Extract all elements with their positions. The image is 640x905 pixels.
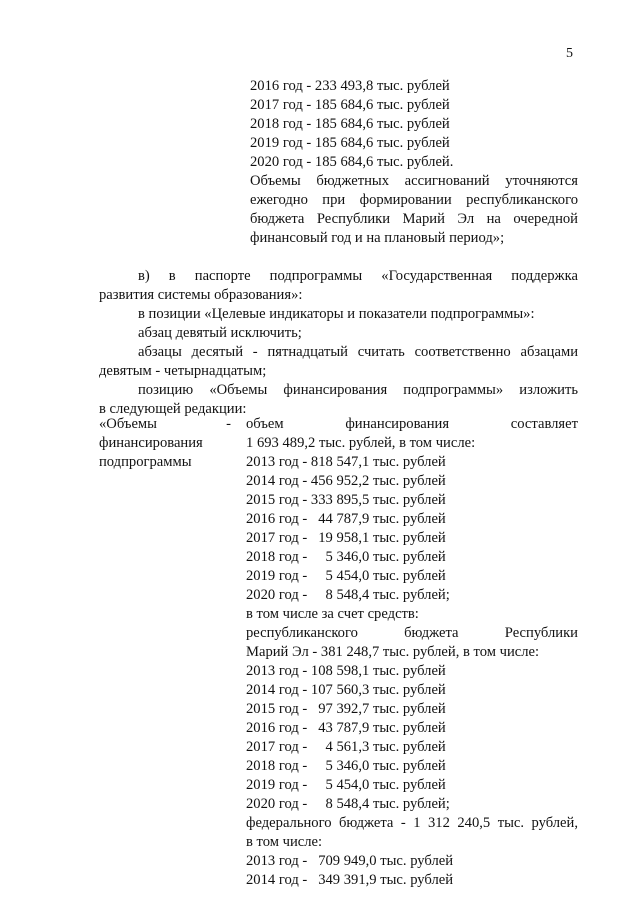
table-value-line: 2016 год - 43 787,9 тыс. рублей bbox=[246, 720, 446, 736]
table-label: «Объемы - bbox=[99, 416, 231, 432]
block1-line: 2016 год - 233 493,8 тыс. рублей bbox=[250, 78, 450, 94]
table-value-line: Марий Эл - 381 248,7 тыс. рублей, в том числе: bbox=[246, 644, 540, 660]
paragraph-line: развития системы образования»: bbox=[99, 287, 303, 303]
paragraph-line: в позиции «Целевые индикаторы и показатели подпрограммы»: bbox=[138, 306, 535, 322]
paragraph-line: в следующей редакции: bbox=[99, 401, 247, 417]
block1-line: 2020 год - 185 684,6 тыс. рублей. bbox=[250, 154, 454, 170]
table-value-line: 2015 год - 333 895,5 тыс. рублей bbox=[246, 492, 446, 508]
paragraph-line: позицию «Объемы финансирования подпрограммы» изложить bbox=[138, 382, 578, 398]
table-value-line: федерального бюджета - 1 312 240,5 тыс. рублей, bbox=[246, 815, 578, 831]
block1-line: 2018 год - 185 684,6 тыс. рублей bbox=[250, 116, 450, 132]
paragraph-line: абзац девятый исключить; bbox=[138, 325, 302, 341]
table-label: финансирования bbox=[99, 435, 203, 451]
table-value-line: 2020 год - 8 548,4 тыс. рублей; bbox=[246, 796, 450, 812]
table-value-line: 2013 год - 818 547,1 тыс. рублей bbox=[246, 454, 446, 470]
table-value-line: 2014 год - 349 391,9 тыс. рублей bbox=[246, 872, 454, 888]
paragraph-line: в) в паспорте подпрограммы «Государственная поддержка bbox=[138, 268, 578, 284]
paragraph-line: девятым - четырнадцатым; bbox=[99, 363, 267, 379]
block1-line: Объемы бюджетных ассигнований уточняются bbox=[250, 173, 578, 189]
paragraph-line: абзацы десятый - пятнадцатый считать соответственно абзацами bbox=[138, 344, 578, 360]
table-value-line: в том числе за счет средств: bbox=[246, 606, 419, 622]
table-value-line: 2019 год - 5 454,0 тыс. рублей bbox=[246, 777, 446, 793]
page-number: 5 bbox=[566, 46, 573, 61]
table-value-line: 2013 год - 709 949,0 тыс. рублей bbox=[246, 853, 454, 869]
block1-line: ежегодно при формировании республиканского bbox=[250, 192, 578, 208]
table-value-line: в том числе: bbox=[246, 834, 323, 850]
block1-line: финансовый год и на плановый период»; bbox=[250, 230, 505, 246]
table-value-line: 2018 год - 5 346,0 тыс. рублей bbox=[246, 758, 446, 774]
block1-line: 2019 год - 185 684,6 тыс. рублей bbox=[250, 135, 450, 151]
block1-line: 2017 год - 185 684,6 тыс. рублей bbox=[250, 97, 450, 113]
table-value-line: 2014 год - 456 952,2 тыс. рублей bbox=[246, 473, 446, 489]
table-value-line: 2019 год - 5 454,0 тыс. рублей bbox=[246, 568, 446, 584]
table-value-line: 2017 год - 4 561,3 тыс. рублей bbox=[246, 739, 446, 755]
table-value-line: 2016 год - 44 787,9 тыс. рублей bbox=[246, 511, 446, 527]
table-value-line: 1 693 489,2 тыс. рублей, в том числе: bbox=[246, 435, 476, 451]
table-value-line: республиканского бюджета Республики bbox=[246, 625, 578, 641]
block1-line: бюджета Республики Марий Эл на очередной bbox=[250, 211, 578, 227]
table-value-line: 2017 год - 19 958,1 тыс. рублей bbox=[246, 530, 446, 546]
table-value-line: 2015 год - 97 392,7 тыс. рублей bbox=[246, 701, 446, 717]
table-label: подпрограммы bbox=[99, 454, 192, 470]
table-value-line: 2013 год - 108 598,1 тыс. рублей bbox=[246, 663, 446, 679]
table-value-line: объем финансирования составляет bbox=[246, 416, 578, 432]
table-value-line: 2020 год - 8 548,4 тыс. рублей; bbox=[246, 587, 450, 603]
table-value-line: 2014 год - 107 560,3 тыс. рублей bbox=[246, 682, 446, 698]
table-value-line: 2018 год - 5 346,0 тыс. рублей bbox=[246, 549, 446, 565]
